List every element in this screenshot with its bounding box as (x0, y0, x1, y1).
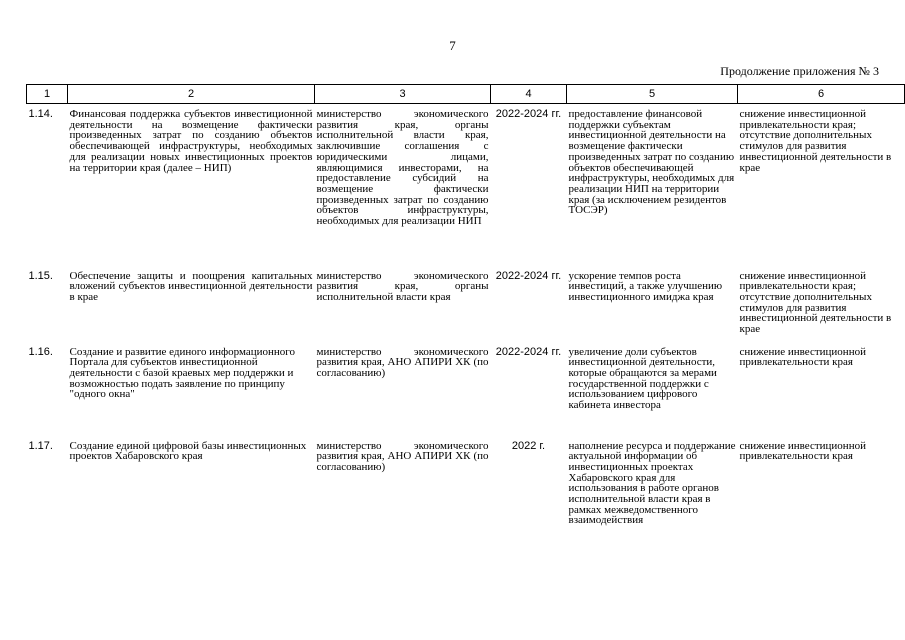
measure-cell: Финансовая поддержка субъектов инвестиционной деятельности на возмещение фактически произведенных затрат по созданию объектов обеспечивающей инфраструктуры, необходимых для реализации новых инвестиционных проектов на территории края (далее – НИП) (69, 108, 313, 174)
measure-cell: Обеспечение защиты и поощрения капитальных вложений субъектов инвестиционной деятельности в крае (69, 270, 313, 303)
table-header-row (27, 85, 905, 104)
period-cell: 2022 г. (511, 440, 546, 452)
appendix-table (26, 84, 905, 561)
result-cell: предоставление финансовой поддержки субъектам инвестиционной деятельности на возмещение фактически произведенных затрат по созданию объектов обеспечивающей инфраструктуры, необходимых для реализации НИП на территории края (за исключением резидентов ТОСЭР) (568, 108, 735, 217)
result-cell: наполнение ресурса и поддержание актуальной информации об инвестиционных проектах Хабаровского края для использования в работе органов исполнительной власти края в рамках межведомственного взаимодействия (568, 440, 736, 527)
executor-cell: министерство экономического развития края, АНО АПИРИ ХК (по согласованию) (316, 346, 489, 379)
period-cell: 2022-2024 гг. (495, 108, 562, 120)
executor-cell: министерство экономического развития края, органы исполнительной власти края (316, 270, 489, 303)
row-number: 1.16. (28, 346, 53, 358)
executor-cell: министерство экономического развития края, АНО АПИРИ ХК (по согласованию) (316, 440, 489, 473)
column-header-1: 1 (27, 85, 68, 104)
executor-cell: министерство экономического развития края, органы исполнительной власти края, заключившие соглашения с юридическими лицами, являющимися инвесторами, на предоставление субсидий на возмещение фактически произведенных затрат по созданию объектов инфраструктуры, необходимых для реализации НИП (316, 108, 489, 228)
table-row (27, 347, 905, 441)
period-cell: 2022-2024 гг. (495, 346, 562, 358)
consequences-cell: снижение инвестиционной привлекательности края (739, 346, 866, 369)
row-number: 1.14. (28, 108, 53, 120)
measure-cell: Создание и развитие единого информационного Портала для субъектов инвестиционной деятельности с базой краевых мер поддержки и возможностью подать заявление по принципу "одного окна" (69, 346, 296, 401)
column-header-6: 6 (738, 85, 905, 104)
row-number: 1.15. (28, 270, 53, 282)
measure-cell: Создание единой цифровой базы инвестиционных проектов Хабаровского края (69, 440, 307, 463)
period-cell: 2022-2024 гг. (495, 270, 562, 282)
table-row (27, 271, 905, 347)
table-row (27, 441, 905, 561)
result-cell: ускорение темпов роста инвестиций, а также улучшению инвестиционного имиджа края (568, 270, 723, 303)
column-header-2: 2 (68, 85, 315, 104)
page-number: 7 (449, 38, 456, 53)
table-row (27, 104, 905, 271)
consequences-cell: снижение инвестиционной привлекательности края; отсутствие дополнительных стимулов для развития инвестиционной деятельности в крае (739, 108, 892, 174)
result-cell: увеличение доли субъектов инвестиционной деятельности, которые обращаются за мерами государственной поддержки с использованием цифрового кабинета инвестора (568, 346, 717, 412)
column-header-4: 4 (491, 85, 567, 104)
continuation-label: Продолжение приложения № 3 (720, 64, 879, 78)
column-header-3: 3 (315, 85, 491, 104)
row-number: 1.17. (28, 440, 53, 452)
column-header-5: 5 (567, 85, 738, 104)
consequences-cell: снижение инвестиционной привлекательности края; отсутствие дополнительных стимулов для развития инвестиционной деятельности в крае (739, 270, 892, 336)
consequences-cell: снижение инвестиционной привлекательности края (739, 440, 866, 463)
